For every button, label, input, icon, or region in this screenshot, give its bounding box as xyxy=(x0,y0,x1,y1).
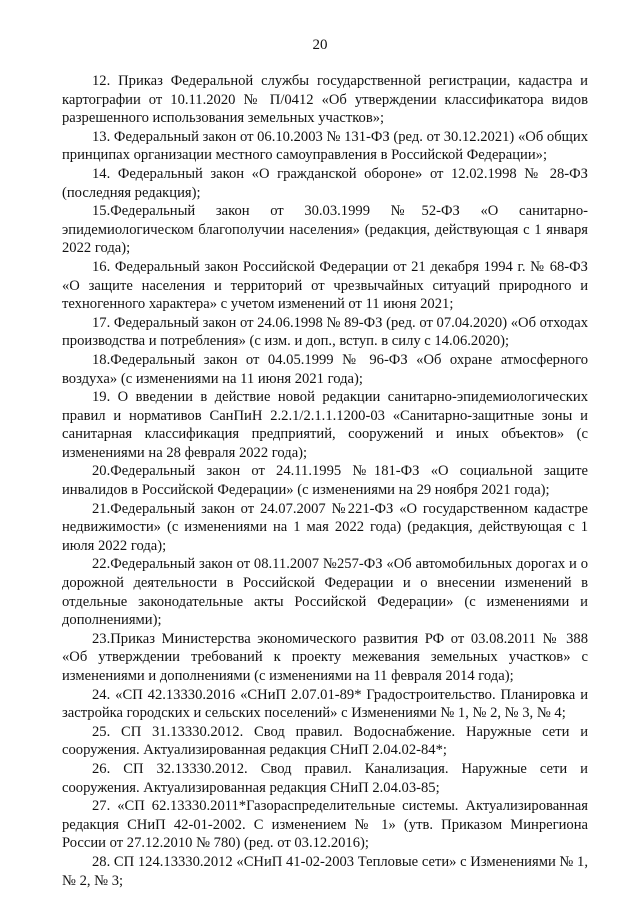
list-item: 21.Федеральный закон от 24.07.2007 №221-ФЗ «О государственном кадастре недвижимости» (с изменениями на 1 мая 2022 года) (редакция, действующая с 1 июля 2022 года); xyxy=(62,500,588,554)
list-item: 19. О введении в действие новой редакции санитарно-эпидемиологических правил и нормативов СанПиН 2.2.1/2.1.1.1200-03 «Санитарно-защитные зоны и санитарная классификация предприятий, сооружений и иных объектов» (с изменениями на 28 февраля 2022 года); xyxy=(62,389,588,461)
regulations-list xyxy=(62,72,588,890)
list-item: 25. СП 31.13330.2012. Свод правил. Водоснабжение. Наружные сети и сооружения. Актуализированная редакция СНиП 2.04.02-84*; xyxy=(62,723,588,759)
list-item: 27. «СП 62.13330.2011*Газораспределительные системы. Актуализированная редакция СНиП 42-01-2002. С изменением № 1» (утв. Приказом Минрегиона России от 27.12.2010 № 780) (ред. от 03.12.2016); xyxy=(62,798,588,852)
page-number: 20 xyxy=(312,37,328,53)
list-item: 28. СП 124.13330.2012 «СНиП 41-02-2003 Тепловые сети» с Изменениями № 1, № 2, № 3; xyxy=(62,853,588,889)
list-item: 24. «СП 42.13330.2016 «СНиП 2.07.01-89* Градостроительство. Планировка и застройка городских и сельских поселений» с Изменениями № 1, № 2, № 3, № 4; xyxy=(62,686,588,722)
list-item: 14. Федеральный закон «О гражданской обороне» от 12.02.1998 № 28-ФЗ (последняя редакция); xyxy=(62,165,588,201)
list-item: 18.Федеральный закон от 04.05.1999 № 96-ФЗ «Об охране атмосферного воздуха» (с изменениями на 11 июня 2021 года); xyxy=(62,351,588,387)
list-item: 26. СП 32.13330.2012. Свод правил. Канализация. Наружные сети и сооружения. Актуализированная редакция СНиП 2.04.03-85; xyxy=(62,760,588,796)
list-item: 15.Федеральный закон от 30.03.1999 №52-ФЗ «О санитарно-эпидемиологическом благополучии населения» (редакция, действующая с 1 января 2022 года); xyxy=(62,203,588,257)
list-item: 12. Приказ Федеральной службы государственной регистрации, кадастра и картографии от 10.11.2020 № П/0412 «Об утверждении классификатора видов разрешенного использования земельных участков»; xyxy=(62,73,588,127)
list-item: 17. Федеральный закон от 24.06.1998 № 89-ФЗ (ред. от 07.04.2020) «Об отходах производства и потребления» (с изм. и доп., вступ. в силу с 14.06.2020); xyxy=(62,314,588,350)
list-item: 16. Федеральный закон Российской Федерации от 21 декабря 1994 г. № 68-ФЗ «О защите населения и территорий от чрезвычайных ситуаций природного и техногенного характера» с учетом изменений от 11 июня 2021; xyxy=(62,258,588,313)
list-item: 20.Федеральный закон от 24.11.1995 №181-ФЗ «О социальной защите инвалидов в Российской Федерации» (с изменениями на 29 ноября 2021 года); xyxy=(62,463,588,499)
list-item: 22.Федеральный закон от 08.11.2007 №257-ФЗ «Об автомобильных дорогах и о дорожной деятельности в Российской Федерации и о внесении изменений в отдельные законодательные акты Российской Федерации» (с изменениями и дополнениями); xyxy=(62,556,588,629)
list-item: 23.Приказ Министерства экономического развития РФ от 03.08.2011 № 388 «Об утверждении требований к проекту межевания земельных участков» с изменениями и дополнениями (с изменениями на 11 февраля 2014 года); xyxy=(62,630,588,684)
list-item: 13. Федеральный закон от 06.10.2003 № 131-ФЗ (ред. от 30.12.2021) «Об общих принципах организации местного самоуправления в Российской Федерации»; xyxy=(62,128,588,164)
